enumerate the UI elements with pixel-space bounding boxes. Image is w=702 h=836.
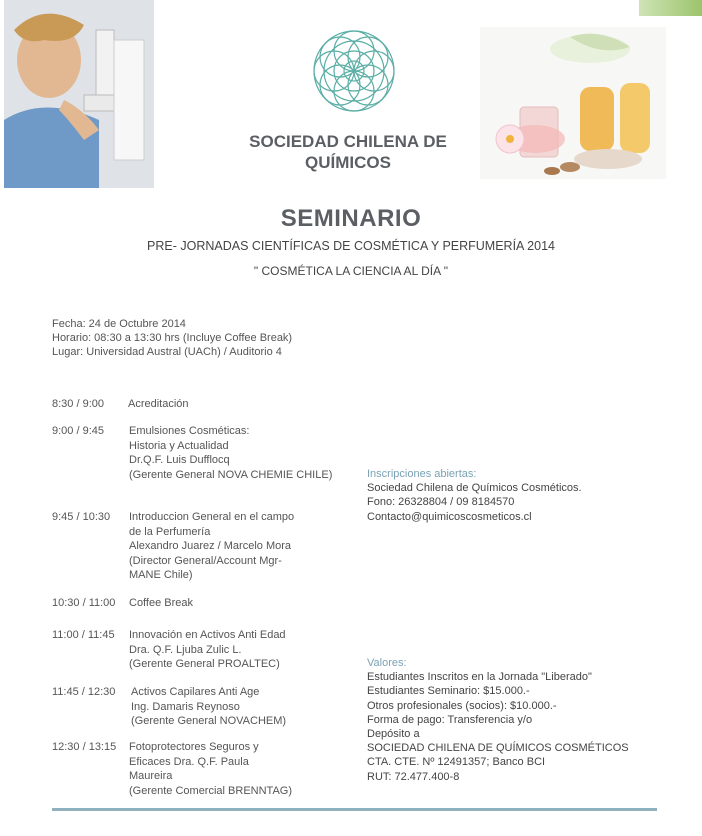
slot-line: Alexandro Juarez / Marcelo Mora: [129, 540, 292, 552]
slot-line: Innovación en Activos Anti Edad: [129, 629, 286, 641]
cosmetics-flower-photo: [480, 27, 666, 179]
slot-line: Emulsiones Cosméticas:: [129, 425, 250, 437]
org-name-line-1: SOCIEDAD CHILENA DE: [249, 132, 447, 151]
event-schedule: Horario: 08:30 a 13:30 hrs (Incluye Coffee Break): [52, 332, 293, 344]
organization-name: [200, 131, 496, 173]
footer-divider: [52, 808, 657, 811]
slot-time: 8:30 / 9:00: [52, 398, 104, 410]
pricing-heading: Valores:: [367, 657, 407, 669]
pricing-line: Estudiantes Seminario: $15.000.-: [367, 685, 530, 698]
event-info: [52, 317, 292, 359]
slot-line: (Gerente General NOVACHEM): [131, 715, 287, 727]
scientist-microscope-photo: [4, 0, 154, 188]
pricing-line: Forma de pago: Transferencia y/o: [367, 713, 533, 726]
slot-line: (Director General/Account Mgr-: [129, 554, 282, 567]
slot-line: Dra. Q.F. Ljuba Zulic L.: [129, 643, 242, 656]
event-tagline: " COSMÉTICA LA CIENCIA AL DÍA ": [253, 264, 449, 278]
slot-details: [131, 685, 286, 729]
slot-time: 11:45 / 12:30: [52, 686, 116, 698]
event-subtitle: PRE- JORNADAS CIENTÍFICAS DE COSMÉTICA Y PERFUMERÍA 2014: [147, 239, 555, 253]
pricing-info: [367, 656, 629, 784]
registration-line: Sociedad Chilena de Químicos Cosméticos.: [367, 482, 582, 495]
slot-line: Historia y Actualidad: [129, 439, 229, 452]
leaf-decoration: [639, 0, 702, 16]
pricing-line: Estudiantes Inscritos en la Jornada "Liberado": [367, 671, 592, 684]
pricing-line: Depósito a: [367, 728, 420, 741]
page-title: SEMINARIO: [280, 205, 422, 232]
slot-line: (Gerente Comercial BRENNTAG): [129, 784, 292, 797]
slot-line: Eficaces Dra. Q.F. Paula: [129, 755, 249, 768]
slot-details: [129, 628, 286, 672]
slot-time: 12:30 / 13:15: [52, 741, 117, 753]
slot-title: Acreditación: [128, 398, 189, 410]
slot-time: 11:00 / 11:45: [52, 629, 115, 641]
slot-time: 9:00 / 9:45: [52, 425, 104, 437]
slot-title: Coffee Break: [129, 597, 194, 609]
slot-line: Maureira: [129, 770, 173, 782]
slot-details: [129, 740, 292, 798]
slot-details: [129, 510, 294, 583]
event-location: Lugar: Universidad Austral (UACh) / Auditorio 4: [52, 346, 282, 358]
slot-line: Ing. Damaris Reynoso: [131, 700, 240, 713]
slot-line: Introduccion General en el campo: [129, 511, 295, 523]
slot-line: Activos Capilares Anti Age: [131, 686, 260, 698]
registration-info: [367, 467, 582, 524]
slot-line: (Gerente General NOVA CHEMIE CHILE): [129, 468, 333, 481]
society-logo: [311, 28, 397, 114]
registration-email: Contacto@quimicoscosmeticos.cl: [367, 510, 532, 523]
slot-line: (Gerente General PROALTEC): [129, 658, 280, 670]
slot-time: 9:45 / 10:30: [52, 511, 111, 523]
org-name-line-2: QUÍMICOS: [305, 153, 391, 172]
slot-line: Fotoprotectores Seguros y: [129, 741, 259, 753]
slot-line: MANE Chile): [129, 569, 193, 581]
slot-time: 10:30 / 11:00: [52, 597, 116, 609]
slot-line: Dr.Q.F. Luis Dufflocq: [129, 454, 230, 466]
event-date: Fecha: 24 de Octubre 2014: [52, 318, 186, 330]
slot-details: [129, 424, 332, 482]
pricing-line: RUT: 72.477.400-8: [367, 770, 460, 783]
pricing-line: Otros profesionales (socios): $10.000.-: [367, 699, 557, 712]
slot-line: de la Perfumería: [129, 525, 211, 538]
registration-line: Fono: 26328804 / 09 8184570: [367, 496, 515, 509]
registration-heading: Inscripciones abiertas:: [367, 468, 477, 480]
pricing-line: SOCIEDAD CHILENA DE QUÍMICOS COSMÉTICOS: [367, 742, 629, 755]
pricing-line: CTA. CTE. Nº 12491357; Banco BCI: [367, 756, 546, 769]
